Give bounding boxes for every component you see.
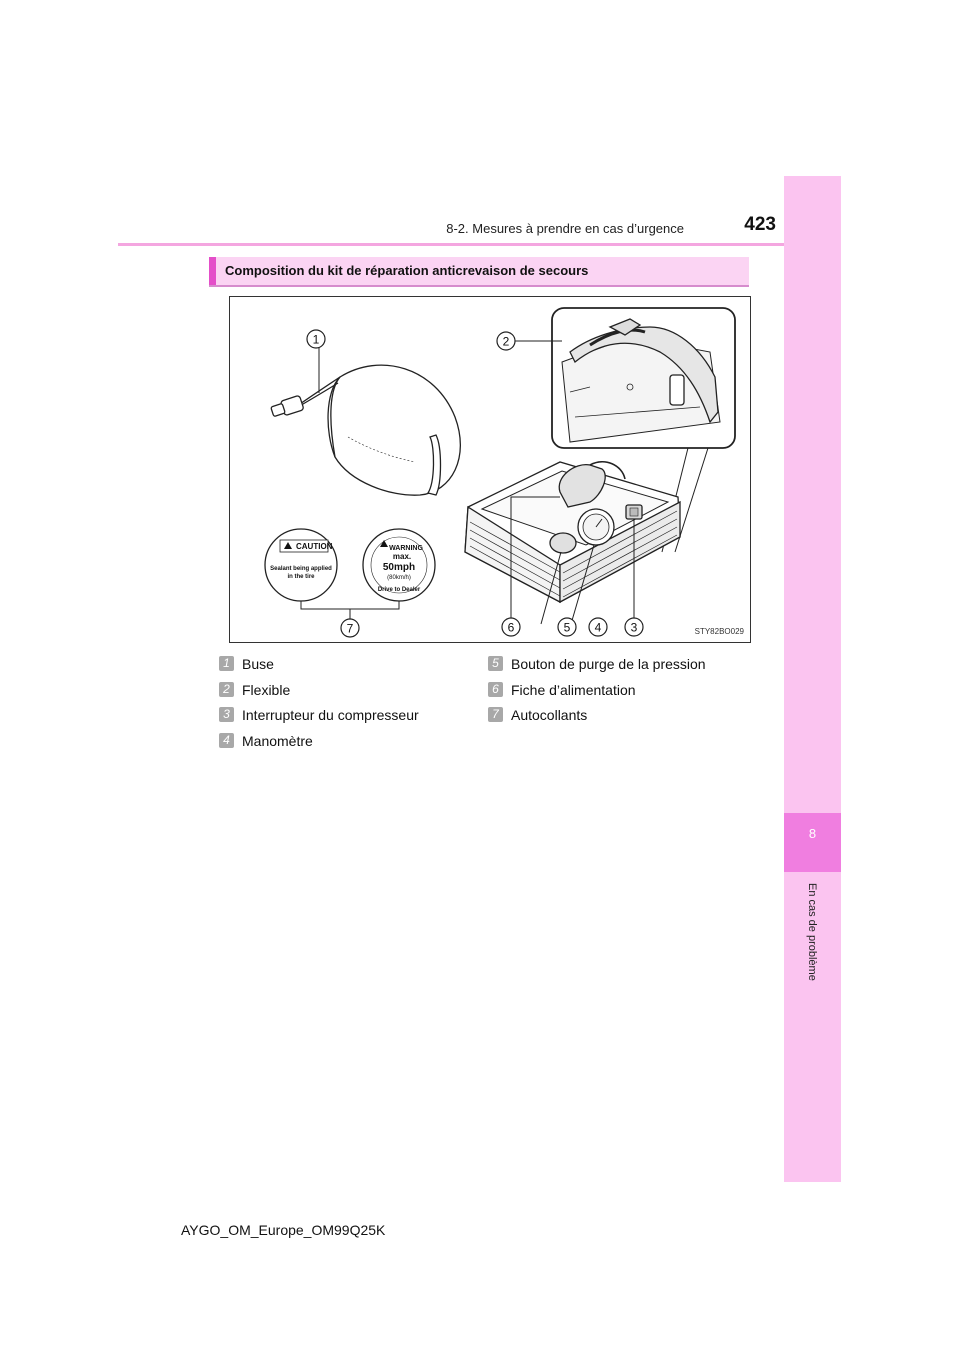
warning-sticker-drive: Drive to Dealer (377, 587, 421, 593)
svg-text:2: 2 (502, 334, 510, 349)
legend-number-badge: 6 (488, 682, 503, 697)
hose-inset (552, 308, 735, 448)
chapter-side-tab-active (784, 813, 841, 872)
svg-text:6: 6 (507, 620, 515, 635)
legend-number-badge: 2 (219, 682, 234, 697)
warning-sticker-max: max. (392, 552, 412, 561)
legend-number-badge: 3 (219, 707, 234, 722)
chapter-side-tab (784, 176, 841, 1182)
legend-number-badge: 1 (219, 656, 234, 671)
legend-label: Autocollants (511, 707, 588, 723)
callout-5 (558, 618, 576, 636)
caution-sticker (265, 529, 337, 601)
callout-3 (625, 618, 643, 636)
warning-sticker-heading: WARNING (389, 545, 423, 552)
svg-text:5: 5 (563, 620, 571, 635)
page-number: 423 (744, 214, 776, 235)
legend-label: Manomètre (242, 733, 313, 749)
legend-label: Bouton de purge de la pression (511, 656, 706, 672)
caution-sticker-heading: CAUTION (296, 542, 333, 551)
callout-2 (497, 332, 515, 350)
section-title: Composition du kit de réparation anticrevaison de secours (225, 263, 589, 278)
callout-4 (589, 618, 607, 636)
sticker-bracket (301, 601, 399, 619)
legend-number-badge: 4 (219, 733, 234, 748)
compressor-unit (465, 462, 680, 602)
repair-kit-illustration (230, 297, 750, 642)
header-rule (118, 243, 841, 246)
warning-sticker-kmh: (80km/h) (387, 575, 411, 581)
warning-sticker-speed: 50mph (382, 562, 416, 573)
warning-sticker (363, 529, 435, 601)
callout-6 (502, 618, 520, 636)
legend-label: Flexible (242, 682, 291, 698)
caution-sticker-line1: Sealant being applied (270, 566, 332, 572)
callout-7 (341, 619, 359, 637)
chapter-title: En cas de problème (806, 883, 818, 981)
section-banner-accent (209, 257, 216, 285)
section-banner (209, 257, 749, 287)
legend-number-badge: 5 (488, 656, 503, 671)
svg-text:1: 1 (312, 332, 320, 347)
figure-code: STY82BO029 (694, 627, 744, 636)
repair-kit-figure (229, 296, 751, 643)
chapter-number: 8 (808, 826, 817, 841)
callout-1 (307, 330, 325, 348)
svg-text:7: 7 (346, 621, 354, 636)
footer-document-id: AYGO_OM_Europe_OM99Q25K (181, 1222, 386, 1238)
caution-sticker-line2: in the tire (287, 574, 315, 580)
legend-label: Interrupteur du compresseur (242, 707, 419, 723)
header-section-title: 8-2. Mesures à prendre en cas d’urgence (446, 221, 684, 236)
legend-number-badge: 7 (488, 707, 503, 722)
sealant-bottle (271, 365, 461, 495)
svg-text:3: 3 (630, 620, 638, 635)
legend-label: Fiche d’alimentation (511, 682, 636, 698)
svg-text:4: 4 (594, 620, 602, 635)
legend-label: Buse (242, 656, 274, 672)
